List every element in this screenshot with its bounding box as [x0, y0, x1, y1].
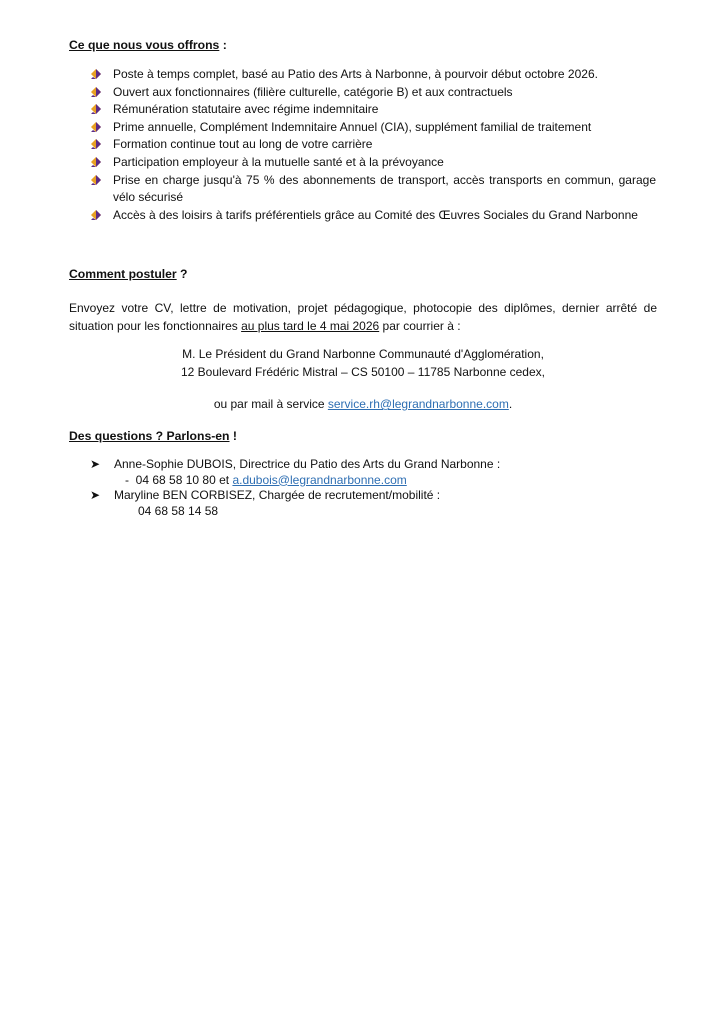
hr-email-link[interactable]: service.rh@legrandnarbonne.com [327, 397, 509, 411]
contact-and: et [215, 472, 233, 487]
address-line: M. Le Président du Grand Narbonne Communauté d'Agglomération, [182, 347, 544, 361]
contact-name: Anne-Sophie DUBOIS, Directrice du Patio des Arts du Grand Narbonne : [114, 457, 501, 471]
offer-item [90, 172, 656, 207]
offer-item [90, 66, 656, 84]
apply-heading-title: Comment postuler [69, 267, 177, 281]
apply-deadline: au plus tard le 4 mai 2026 [241, 318, 380, 333]
arrow-bullet-icon: ➤ [90, 457, 101, 471]
offer-bullet-icon [90, 138, 102, 150]
offer-bullet-icon [90, 121, 102, 133]
apply-heading [69, 267, 188, 281]
contact-name: Maryline BEN CORBISEZ, Chargée de recrutement/mobilité : [114, 488, 441, 502]
offer-bullet-icon [90, 68, 102, 80]
offer-item-text: Accès à des loisirs à tarifs préférentiels grâce au Comité des Œuvres Sociales du Grand Narbonne [113, 207, 638, 222]
offer-item-text: Ouvert aux fonctionnaires (filière culturelle, catégorie B) et aux contractuels [113, 84, 513, 99]
mail-suffix: . [508, 397, 513, 411]
offer-item-text: Formation continue tout au long de votre carrière [113, 137, 373, 152]
offer-item-text: Poste à temps complet, basé au Patio des Arts à Narbonne, à pourvoir début octobre 2026. [113, 67, 598, 81]
dash-bullet: - [125, 472, 129, 487]
arrow-bullet-icon: ➤ [90, 488, 101, 502]
offer-bullet-icon [90, 86, 102, 98]
questions-heading-suffix: ! [229, 429, 237, 443]
offer-bullet-icon [90, 156, 102, 168]
offer-item [90, 154, 656, 172]
offer-item-text: Participation employeur à la mutuelle santé et à la prévoyance [113, 154, 444, 169]
apply-text-before: Envoyez votre CV, lettre de motivation, projet pédagogique, photocopie des diplômes, dernier arrêté de situation pour les fonctionnaires [69, 301, 657, 333]
offer-item-text: Prise en charge jusqu'à 75 % des abonnements de transport, accès transports en commun, garage vélo sécurisé [113, 172, 656, 205]
contact-detail [90, 504, 656, 520]
contact-detail [90, 473, 656, 489]
mail-line [69, 396, 657, 414]
apply-heading-suffix: ? [176, 267, 188, 281]
address-line: 12 Boulevard Frédéric Mistral – CS 50100 – 11785 Narbonne cedex, [181, 364, 545, 379]
offer-bullet-icon [90, 209, 102, 221]
offer-item [90, 84, 656, 102]
questions-heading [69, 429, 237, 443]
contact-phone: 04 68 58 10 80 [135, 472, 216, 487]
contact-list [90, 457, 656, 519]
contact-phone: 04 68 58 14 58 [138, 503, 219, 518]
contact-item [90, 488, 656, 504]
contact-item [90, 457, 656, 473]
offer-item [90, 119, 656, 137]
offer-heading-title: Ce que nous vous offrons [69, 38, 220, 52]
mail-prefix: ou par mail à service [213, 397, 328, 411]
apply-paragraph [69, 300, 657, 335]
offer-heading [69, 38, 227, 52]
address-block [69, 346, 657, 381]
offer-item-text: Rémunération statutaire avec régime indemnitaire [113, 102, 379, 117]
offer-bullet-icon [90, 174, 102, 186]
offer-list [90, 66, 656, 224]
offer-bullet-icon [90, 103, 102, 115]
offer-item [90, 101, 656, 119]
offer-heading-suffix: : [219, 38, 227, 52]
apply-text-after: par courrier à : [379, 318, 461, 333]
offer-item-text: Prime annuelle, Complément Indemnitaire Annuel (CIA), supplément familial de traitement [113, 119, 592, 134]
questions-heading-title: Des questions ? Parlons-en [69, 429, 230, 443]
offer-item [90, 136, 656, 154]
offer-item [90, 207, 656, 225]
contact-email-link[interactable]: a.dubois@legrandnarbonne.com [232, 472, 407, 487]
